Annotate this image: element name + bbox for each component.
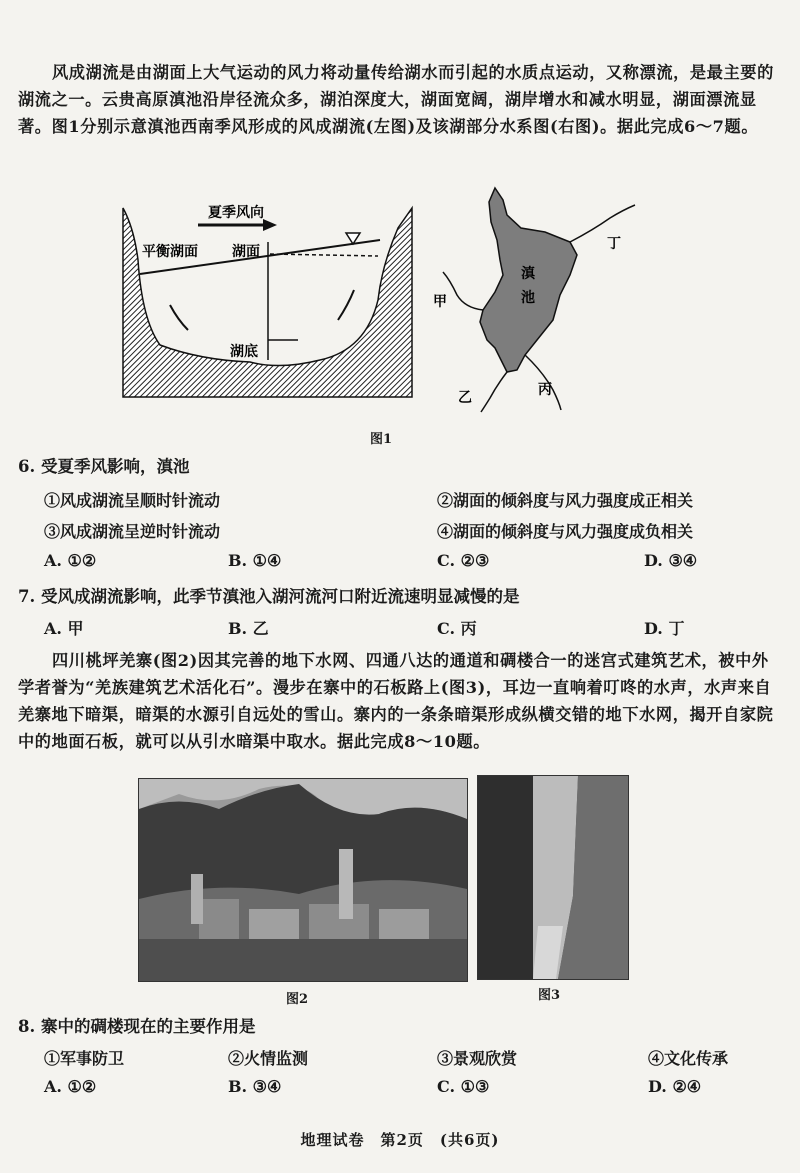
q8-statement-3: ③景观欣赏 [437, 1049, 518, 1068]
q7-option-a[interactable]: A. 甲 [44, 619, 84, 638]
q7-option-d[interactable]: D. 丁 [644, 619, 685, 638]
q6-statement-4: ④湖面的倾斜度与风力强度成负相关 [437, 522, 694, 541]
lake-name-char-2: 池 [521, 290, 535, 306]
balance-surface-label: 平衡湖面 [142, 244, 198, 260]
q7-option-c[interactable]: C. 丙 [437, 619, 477, 638]
q8-option-d[interactable]: D. ②④ [648, 1077, 702, 1096]
q8-statement-4: ④文化传承 [648, 1049, 729, 1068]
dianchi-water-system-map [425, 180, 645, 415]
q6-statement-2: ②湖面的倾斜度与风力强度成正相关 [437, 491, 694, 510]
q8-option-c[interactable]: C. ①③ [437, 1077, 490, 1096]
lake-surface-label: 湖面 [232, 244, 260, 260]
page-footer: 地理试卷 第2页 (共6页) [300, 1131, 500, 1149]
q8-statement-2: ②火情监测 [228, 1049, 309, 1068]
q7-option-b[interactable]: B. 乙 [228, 619, 269, 638]
q6-option-a[interactable]: A. ①② [44, 551, 97, 570]
q8-statement-1: ①军事防卫 [44, 1049, 125, 1068]
qiang-village-photo [138, 778, 468, 982]
q6-statement-1: ①风成湖流呈顺时针流动 [44, 491, 221, 510]
lake-bottom-label: 湖底 [230, 344, 258, 360]
q8-option-b[interactable]: B. ③④ [228, 1077, 282, 1096]
wind-direction-label: 夏季风向 [208, 205, 264, 221]
q6-option-c[interactable]: C. ②③ [437, 551, 490, 570]
river-label-bing: 丙 [538, 382, 552, 398]
river-label-yi: 乙 [458, 390, 472, 406]
river-label-jia: 甲 [433, 294, 447, 310]
lake-cross-section-diagram [120, 190, 415, 400]
stone-path-photo [477, 775, 629, 980]
q6-option-b[interactable]: B. ①④ [228, 551, 282, 570]
figure1-caption: 图1 [370, 432, 393, 447]
intro-paragraph-2: 四川桃坪羌寨(图2)因其完善的地下水网、四通八达的通道和碉楼合一的迷宫式建筑艺术，被中外学者誉为“羌族建筑艺术活化石”。漫步在寨中的石板路上(图3)，耳边一直响着叮咚的水声，水声来自羌寨地下暗渠，暗渠的水源引自远处的雪山。寨内的一条条暗渠形成纵横交错的地下水网，揭开自家院中的地面石板，就可以从引水暗渠中取水。据此完成8～10题。 [18, 651, 774, 751]
q6-option-d[interactable]: D. ③④ [644, 551, 698, 570]
figure3-caption: 图3 [538, 988, 561, 1003]
lake-name-char-1: 滇 [521, 266, 535, 282]
q6-stem: 6. 受夏季风影响，滇池 [18, 457, 190, 476]
q6-statement-3: ③风成湖流呈逆时针流动 [44, 522, 221, 541]
intro-paragraph-1: 风成湖流是由湖面上大气运动的风力将动量传给湖水而引起的水质点运动，又称漂流，是最主要的湖流之一。云贵高原滇池沿岸径流众多，湖泊深度大，湖面宽阔，湖岸增水和减水明显，湖面漂流显著。图1分别示意滇池西南季风形成的风成湖流(左图)及该湖部分水系图(右图)。据此完成6～7题。 [18, 63, 774, 136]
q8-option-a[interactable]: A. ①② [44, 1077, 97, 1096]
q8-stem: 8. 寨中的碉楼现在的主要作用是 [18, 1017, 256, 1036]
q7-stem: 7. 受风成湖流影响，此季节滇池入湖河流河口附近流速明显减慢的是 [18, 587, 520, 606]
figure2-caption: 图2 [286, 992, 309, 1007]
river-label-ding: 丁 [607, 236, 621, 252]
